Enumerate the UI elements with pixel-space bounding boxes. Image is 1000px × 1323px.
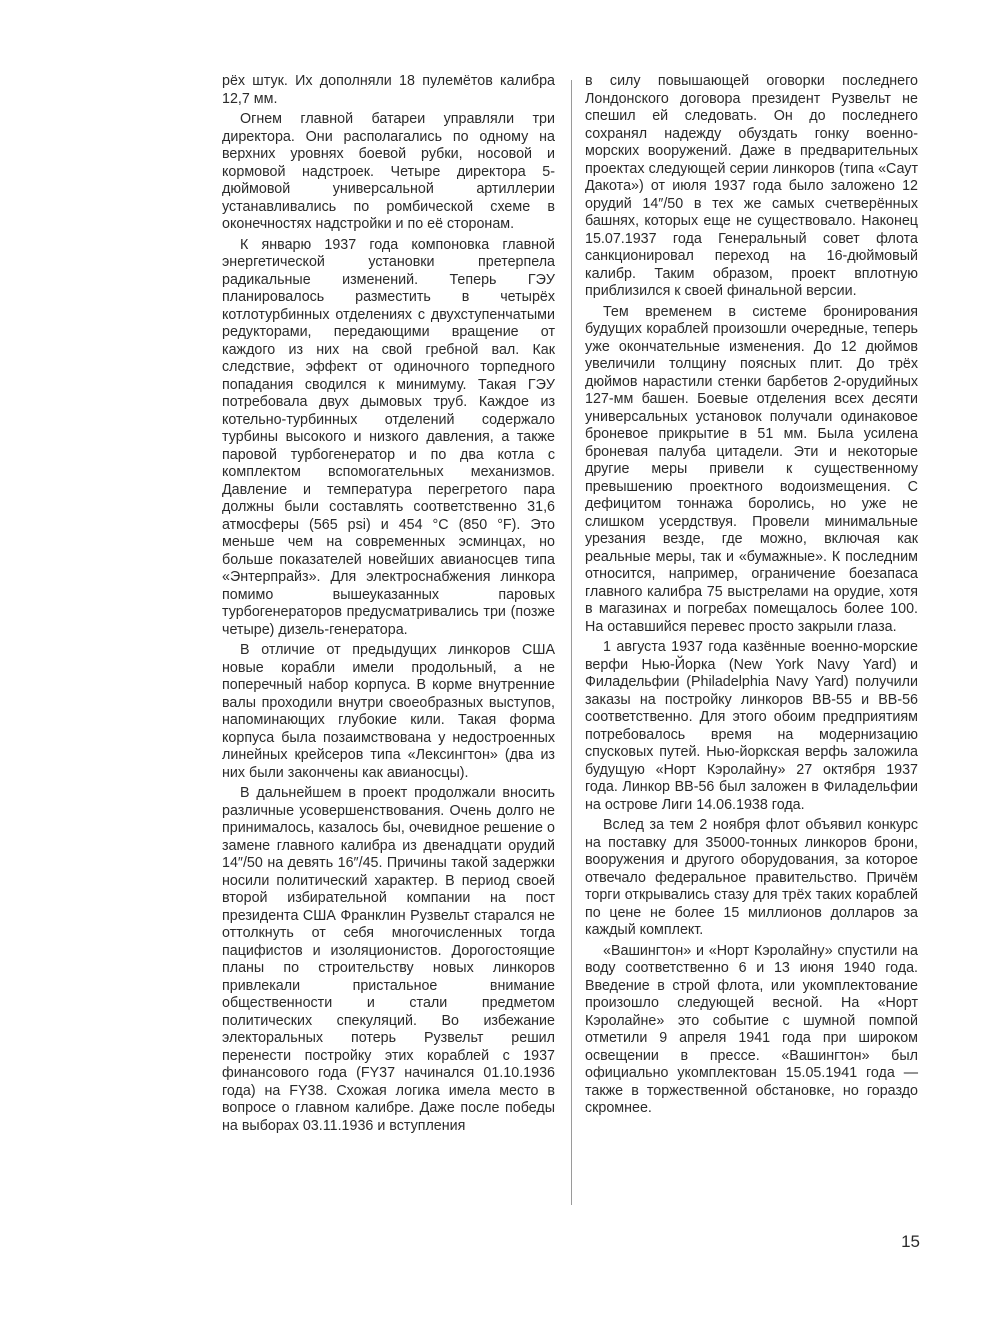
right-text-column: [585, 73, 918, 1121]
paragraph: В отличие от предыдущих линкоров США новые корабли имели продольный, а не поперечный набор корпуса. В корме внутренние валы проходили внутри своеобразных выступов, напоминающих глубокие кили. Такая форма корпуса была позаимствована у недостроенных линейных крейсеров типа «Лексингтон» (два из них были закончены как авианосцы).: [222, 642, 555, 781]
column-divider: [571, 80, 572, 1205]
paragraph: К январю 1937 года компоновка главной энергетической установки претерпела радикальные изменений. Теперь ГЭУ планировалось разместить в четырёх котлотурбинных отделениях с двухступенчатыми редукторами, передающими вращение от каждого из них на свой гребной вал. Как следствие, эффект от одиночного торпедного попадания сводился к минимуму. Такая ГЭУ потребовала двух дымовых труб. Каждое из котельно-турбинных отделений содержало турбины высокого и низкого давления, а также паровой турбогенератор и по два котла с комплектом вспомогательных механизмов. Давление и температура перегретого пара должны были составлять соответственно 31,6 атмосферы (565 psi) и 454 °С (850 °F). Это меньше чем на современных эсминцах, но больше показателей новейших авианосцев типа «Энтерпрайз». Для электроснабжения линкора помимо вышеуказанных паровых турбогенераторов предусматривались три (позже четыре) дизель-генератора.: [222, 236, 555, 638]
paragraph: рёх штук. Их дополняли 18 пулемётов калибра 12,7 мм.: [222, 73, 555, 107]
paragraph: «Вашингтон» и «Норт Кэролайну» спустили на воду соответственно 6 и 13 июня 1940 года. Введение в строй флота, или укомплектование произошло следующей весной. На «Норт Кэролайне» это событие с шумной помпой отметили 9 апреля 1941 года при широком освещении в прессе. «Вашингтон» был официально укомплектован 15.05.1941 года — также в торжественной обстановке, но гораздо скромнее.: [585, 942, 918, 1116]
paragraph: Тем временем в системе бронирования будущих кораблей произошли очередные, теперь уже окончательные изменения. До 12 дюймов увеличили толщину поясных плит. До трёх дюймов нарастили стенки барбетов 2-орудийных 127-мм башен. Боевые отделения всех десяти универсальных установок получали одинаковое броневое прикрытие в 51 мм. Была усилена броневая палуба цитадели. Эти и некоторые другие меры привели к существенному превышению проектного водоизмещения. С дефицитом тоннажа боролись, но уже не слишком усердствуя. Провели минимальные урезания везде, где можно, включая как реальные меры, так и «бумажные». К последним относится, например, ограничение боезапаса главного калибра 75 выстрелами на орудие, хотя в магазинах и погребах помещалось более 100. На оставшийся перевес просто закрыли глаза.: [585, 303, 918, 635]
page-number: 15: [901, 1232, 920, 1251]
paragraph: 1 августа 1937 года казённые военно-морские верфи Нью-Йорка (New York Navy Yard) и Филадельфии (Philadelphia Navy Yard) получили заказы на постройку линкоров ВВ-55 и ВВ-56 соответственно. Для этого обоим предприятиям потребовалось время на модернизацию спусковых путей. Нью-йоркская верфь заложила будущую «Норт Кэролайну» 27 октября 1937 года. Линкор ВВ-56 был заложен в Филадельфии на острове Лиги 14.06.1938 года.: [585, 639, 918, 813]
left-text-column: [222, 73, 555, 1138]
paragraph: В дальнейшем в проект продолжали вносить различные усовершенствования. Очень долго не принималось, казалось бы, очевидное решение о замене главного калибра из двенадцати орудий 14″/50 на девять 16″/45. Причины такой задержки носили политический характер. В период своей второй избирательной компании на пост президента США Франклин Рузвельт старался не оттолкнуть от себя многочисленных тогда пацифистов и изоляционистов. Дорогостоящие планы по строительству новых линкоров привлекали пристальное внимание общественности и стали предметом политических спекуляций. Во избежание электоральных потерь Рузвельт решил перенести постройку этих кораблей с 1937 финансового года (FY37 начинался 01.10.1936 года) на FY38. Схожая логика имела место в вопросе о главном калибре. Даже после победы на выборах 03.11.1936 и вступления: [222, 785, 555, 1134]
paragraph: в силу повышающей оговорки последнего Лондонского договора президент Рузвельт не спешил ей следовать. Он до последнего сохранял надежду обуздать гонку военно-морских вооружений. Даже в предварительных проектах следующей серии линкоров (типа «Саут Дакота») от июля 1937 года было заложено 12 орудий 14″/50 в тех же самых счетверённых башнях, которых еще не существовало. Наконец 15.07.1937 года Генеральный совет флота санкционировал переход на 16-дюймовый калибр. Таким образом, проект вплотную приблизился к своей финальной версии.: [585, 73, 918, 299]
paragraph: Вслед за тем 2 ноября флот объявил конкурс на поставку для 35000-тонных линкоров брони, вооружения и другого оборудования, за которое отвечало федеральное правительство. Причём торги открывались стазу для трёх таких кораблей по цене не более 15 миллионов долларов за каждый комплект.: [585, 817, 918, 938]
paragraph: Огнем главной батареи управляли три директора. Они располагались по одному на верхних уровнях боевой рубки, носовой и кормовой надстроек. Четыре директора 5-дюймовой универсальной артиллерии устанавливались по ромбической схеме в оконечностях надстройки и по её сторонам.: [222, 111, 555, 232]
